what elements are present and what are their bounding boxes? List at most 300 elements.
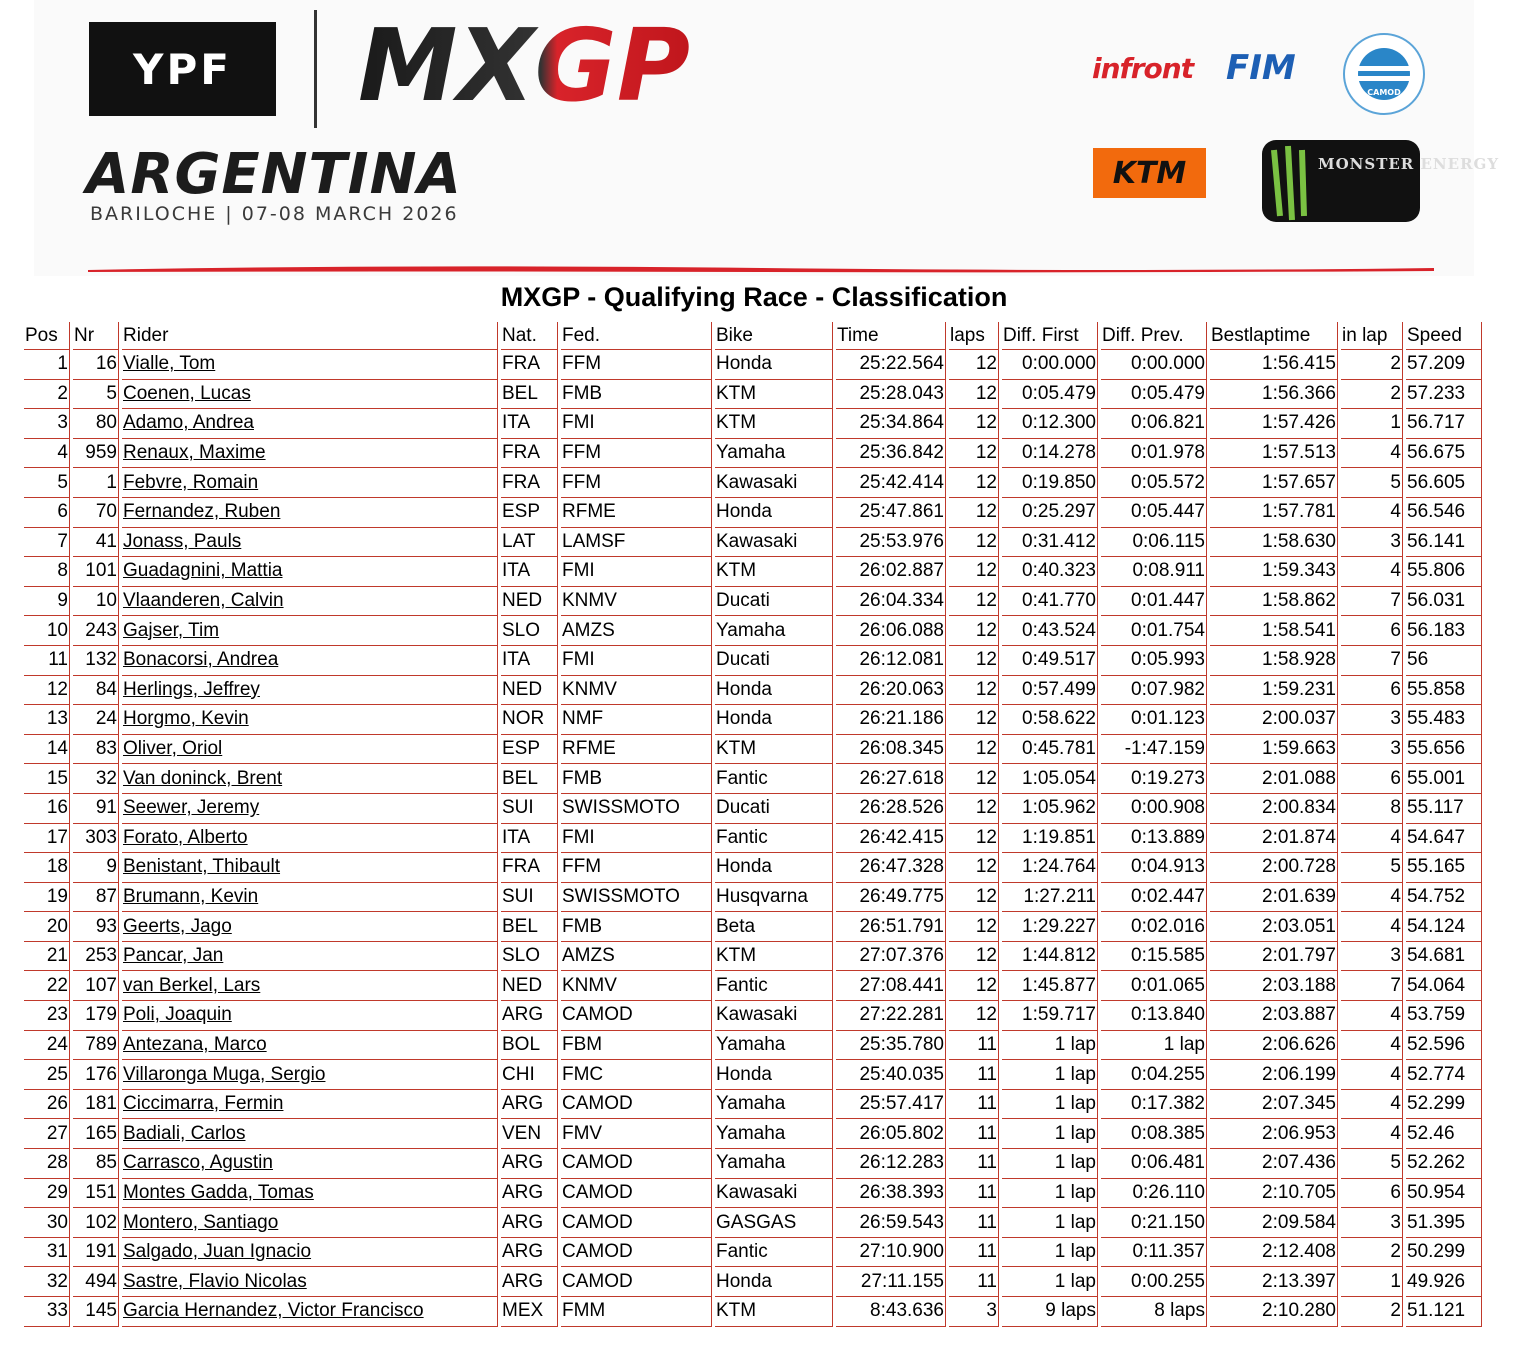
cell-speed: 56 [1406,646,1482,676]
table-row [24,380,1482,410]
cell-nat: ARG [501,1208,558,1238]
cell-speed: 53.759 [1406,1001,1482,1031]
table-row [24,1267,1482,1297]
rider-link[interactable]: Pancar, Jan [123,945,224,967]
cell-rider [122,912,498,942]
cell-nr: 16 [73,350,119,380]
cell-rider [122,557,498,587]
cell-laps: 12 [949,912,999,942]
cell-laps: 12 [949,528,999,558]
cell-nr: 83 [73,735,119,765]
cell-diff-prev: 0:06.115 [1101,528,1207,558]
rider-link[interactable]: Ciccimarra, Fermin [123,1093,284,1115]
cell-nr: 1 [73,468,119,498]
cell-bike: KTM [715,735,833,765]
cell-pos: 31 [24,1238,70,1268]
cell-laps: 11 [949,1119,999,1149]
cell-rider [122,1179,498,1209]
cell-time: 25:22.564 [836,350,946,380]
cell-diff-first: 1:27.211 [1002,883,1098,913]
cell-speed: 54.124 [1406,912,1482,942]
cell-bike: Honda [715,705,833,735]
cell-diff-first: 0:12.300 [1002,409,1098,439]
cell-rider [122,1267,498,1297]
cell-speed: 51.121 [1406,1297,1482,1327]
cell-nr: 191 [73,1238,119,1268]
rider-link[interactable]: Vialle, Tom [123,353,216,375]
cell-nr: 41 [73,528,119,558]
table-row [24,646,1482,676]
cell-rider [122,498,498,528]
cell-nr: 9 [73,853,119,883]
cell-bestlaptime: 2:06.953 [1210,1119,1338,1149]
rider-link[interactable]: Guadagnini, Mattia [123,560,283,582]
cell-in-lap: 5 [1341,853,1403,883]
cell-nr: 101 [73,557,119,587]
rider-link[interactable]: Montero, Santiago [123,1211,279,1233]
table-row [24,883,1482,913]
cell-nat: NED [501,676,558,706]
rider-link[interactable]: Vlaanderen, Calvin [123,590,284,612]
table-row [24,824,1482,854]
rider-link[interactable]: van Berkel, Lars [123,974,261,996]
cell-nat: ITA [501,409,558,439]
cell-in-lap: 7 [1341,587,1403,617]
rider-link[interactable]: Oliver, Oriol [123,738,223,760]
cell-diff-first: 1:24.764 [1002,853,1098,883]
cell-nat: SUI [501,794,558,824]
table-row [24,1149,1482,1179]
rider-link[interactable]: Herlings, Jeffrey [123,678,260,700]
cell-in-lap: 4 [1341,1060,1403,1090]
cell-bestlaptime: 2:00.834 [1210,794,1338,824]
event-title: ARGENTINA [86,142,462,207]
cell-bike: Honda [715,676,833,706]
cell-speed: 51.395 [1406,1208,1482,1238]
cell-pos: 25 [24,1060,70,1090]
cell-laps: 12 [949,557,999,587]
rider-link[interactable]: Geerts, Jago [123,915,232,937]
cell-time: 27:22.281 [836,1001,946,1031]
cell-speed: 57.209 [1406,350,1482,380]
cell-diff-prev: 0:05.572 [1101,468,1207,498]
cell-bike: Ducati [715,646,833,676]
cell-nr: 132 [73,646,119,676]
cell-nat: BEL [501,912,558,942]
table-body [24,350,1482,1327]
cell-laps: 12 [949,794,999,824]
event-subtitle: BARILOCHE | 07-08 MARCH 2026 [90,203,459,225]
cell-diff-prev: 0:19.273 [1101,764,1207,794]
cell-in-lap: 5 [1341,1149,1403,1179]
cell-diff-first: 1:05.962 [1002,794,1098,824]
cell-time: 27:08.441 [836,971,946,1001]
cell-time: 26:05.802 [836,1119,946,1149]
rider-link[interactable]: Renaux, Maxime [123,442,266,464]
cell-laps: 11 [949,1208,999,1238]
cell-rider [122,735,498,765]
column-header-speed: Speed [1406,322,1482,350]
rider-link[interactable]: Horgmo, Kevin [123,708,249,730]
cell-pos: 32 [24,1267,70,1297]
cell-nr: 85 [73,1149,119,1179]
cell-rider [122,439,498,469]
cell-diff-prev: 0:06.821 [1101,409,1207,439]
cell-bestlaptime: 2:01.797 [1210,942,1338,972]
ktm-logo: KTM [1093,148,1206,198]
cell-laps: 12 [949,1001,999,1031]
table-row [24,1060,1482,1090]
cell-nat: SUI [501,883,558,913]
cell-speed: 54.064 [1406,971,1482,1001]
cell-bestlaptime: 2:12.408 [1210,1238,1338,1268]
cell-diff-first: 9 laps [1002,1297,1098,1327]
cell-bestlaptime: 1:58.630 [1210,528,1338,558]
cell-rider [122,380,498,410]
cell-bestlaptime: 1:57.781 [1210,498,1338,528]
cell-in-lap: 6 [1341,616,1403,646]
table-row [24,1031,1482,1061]
table-row [24,439,1482,469]
cell-in-lap: 2 [1341,1297,1403,1327]
cell-diff-prev: 0:26.110 [1101,1179,1207,1209]
cell-pos: 9 [24,587,70,617]
rider-link[interactable]: Montes Gadda, Tomas [123,1181,314,1203]
cell-laps: 11 [949,1238,999,1268]
rider-link[interactable]: Seewer, Jeremy [123,797,260,819]
rider-link[interactable]: Benistant, Thibault [123,856,281,878]
cell-diff-first: 1:59.717 [1002,1001,1098,1031]
cell-nr: 102 [73,1208,119,1238]
page-title: MXGP - Qualifying Race - Classification [500,282,1008,312]
cell-diff-prev: 0:01.754 [1101,616,1207,646]
cell-diff-prev: 0:01.978 [1101,439,1207,469]
table-row [24,350,1482,380]
cell-nr: 93 [73,912,119,942]
cell-nat: BOL [501,1031,558,1061]
cell-bike: Kawasaki [715,528,833,558]
cell-bestlaptime: 1:57.513 [1210,439,1338,469]
cell-rider [122,1297,498,1327]
cell-bike: Yamaha [715,1119,833,1149]
cell-fed: CAMOD [561,1208,712,1238]
cell-diff-prev: 0:02.447 [1101,883,1207,913]
cell-rider [122,853,498,883]
table-row [24,1208,1482,1238]
cell-time: 26:47.328 [836,853,946,883]
cell-speed: 55.001 [1406,764,1482,794]
cell-laps: 12 [949,853,999,883]
cell-laps: 12 [949,735,999,765]
column-header-in-lap: in lap [1341,322,1403,350]
cell-bestlaptime: 2:03.051 [1210,912,1338,942]
cell-in-lap: 3 [1341,705,1403,735]
cell-bike: Yamaha [715,1031,833,1061]
cell-pos: 27 [24,1119,70,1149]
cell-time: 26:02.887 [836,557,946,587]
rider-link[interactable]: Antezana, Marco [123,1033,267,1055]
cell-fed: KNMV [561,587,712,617]
cell-nr: 145 [73,1297,119,1327]
cell-diff-prev: 0:17.382 [1101,1090,1207,1120]
cell-in-lap: 4 [1341,1001,1403,1031]
table-row [24,735,1482,765]
cell-fed: FFM [561,853,712,883]
cell-nat: NOR [501,705,558,735]
cell-pos: 17 [24,824,70,854]
cell-bestlaptime: 2:01.874 [1210,824,1338,854]
cell-rider [122,646,498,676]
cell-pos: 22 [24,971,70,1001]
cell-nat: ARG [501,1001,558,1031]
cell-nr: 179 [73,1001,119,1031]
cell-laps: 12 [949,468,999,498]
cell-in-lap: 4 [1341,912,1403,942]
cell-speed: 52.46 [1406,1119,1482,1149]
rider-link[interactable]: Villaronga Muga, Sergio [123,1063,326,1085]
cell-diff-prev: 0:08.385 [1101,1119,1207,1149]
cell-fed: FMC [561,1060,712,1090]
cell-nr: 151 [73,1179,119,1209]
cell-in-lap: 5 [1341,468,1403,498]
cell-diff-prev: -1:47.159 [1101,735,1207,765]
rider-link[interactable]: Forato, Alberto [123,826,248,848]
cell-fed: CAMOD [561,1090,712,1120]
cell-pos: 18 [24,853,70,883]
cell-diff-first: 0:58.622 [1002,705,1098,735]
cell-rider [122,1149,498,1179]
cell-in-lap: 3 [1341,1208,1403,1238]
cell-fed: FMM [561,1297,712,1327]
cell-pos: 14 [24,735,70,765]
table-row [24,1119,1482,1149]
cell-diff-first: 0:14.278 [1002,439,1098,469]
cell-time: 25:28.043 [836,380,946,410]
cell-speed: 56.717 [1406,409,1482,439]
cell-in-lap: 4 [1341,1031,1403,1061]
cell-speed: 52.596 [1406,1031,1482,1061]
cell-pos: 5 [24,468,70,498]
cell-fed: CAMOD [561,1267,712,1297]
cell-speed: 56.141 [1406,528,1482,558]
cell-fed: FMB [561,764,712,794]
cell-nat: CHI [501,1060,558,1090]
cell-speed: 54.681 [1406,942,1482,972]
cell-time: 26:28.526 [836,794,946,824]
rider-link[interactable]: Poli, Joaquin [123,1004,232,1026]
cell-time: 26:59.543 [836,1208,946,1238]
cell-diff-first: 0:45.781 [1002,735,1098,765]
cell-in-lap: 6 [1341,1179,1403,1209]
cell-rider [122,1119,498,1149]
cell-bike: Yamaha [715,616,833,646]
cell-nr: 494 [73,1267,119,1297]
cell-fed: SWISSMOTO [561,883,712,913]
cell-nr: 84 [73,676,119,706]
cell-fed: CAMOD [561,1001,712,1031]
rider-link[interactable]: Sastre, Flavio Nicolas [123,1270,307,1292]
cell-laps: 12 [949,676,999,706]
cell-speed: 52.299 [1406,1090,1482,1120]
rider-link[interactable]: Coenen, Lucas [123,382,251,404]
cell-diff-first: 1 lap [1002,1149,1098,1179]
cell-diff-first: 1:19.851 [1002,824,1098,854]
cell-diff-first: 1 lap [1002,1031,1098,1061]
cell-in-lap: 7 [1341,646,1403,676]
cell-bike: Ducati [715,794,833,824]
cell-bestlaptime: 2:09.584 [1210,1208,1338,1238]
cell-fed: AMZS [561,942,712,972]
cell-bike: Yamaha [715,1090,833,1120]
cell-pos: 4 [24,439,70,469]
cell-diff-first: 0:49.517 [1002,646,1098,676]
cell-speed: 54.647 [1406,824,1482,854]
cell-bike: Honda [715,1267,833,1297]
cell-diff-first: 1 lap [1002,1179,1098,1209]
cell-time: 26:21.186 [836,705,946,735]
rider-link[interactable]: Febvre, Romain [123,471,259,493]
cell-speed: 55.858 [1406,676,1482,706]
cell-time: 27:11.155 [836,1267,946,1297]
cell-fed: FMI [561,409,712,439]
cell-nr: 165 [73,1119,119,1149]
cell-bike: Kawasaki [715,1179,833,1209]
cell-nat: ARG [501,1238,558,1268]
cell-pos: 30 [24,1208,70,1238]
cell-nr: 107 [73,971,119,1001]
cell-time: 25:42.414 [836,468,946,498]
cell-fed: FFM [561,350,712,380]
cell-diff-prev: 0:02.016 [1101,912,1207,942]
rider-link[interactable]: Jonass, Pauls [123,530,242,552]
cell-fed: FBM [561,1031,712,1061]
cell-nat: ARG [501,1149,558,1179]
column-header-pos: Pos [24,322,70,350]
cell-pos: 21 [24,942,70,972]
table-header-row [24,322,1482,350]
camod-logo-text: CAMOD [1367,88,1401,97]
cell-nat: ESP [501,498,558,528]
cell-speed: 52.262 [1406,1149,1482,1179]
cell-laps: 11 [949,1031,999,1061]
cell-diff-prev: 0:21.150 [1101,1208,1207,1238]
column-header-nat: Nat. [501,322,558,350]
rider-link[interactable]: Gajser, Tim [123,619,220,641]
rider-link[interactable]: Van doninck, Brent [123,767,283,789]
cell-pos: 26 [24,1090,70,1120]
table-row [24,971,1482,1001]
cell-nat: ESP [501,735,558,765]
cell-pos: 10 [24,616,70,646]
cell-nr: 10 [73,587,119,617]
cell-rider [122,350,498,380]
cell-diff-first: 0:00.000 [1002,350,1098,380]
monster-energy-text: MONSTER ENERGY [1318,155,1500,173]
cell-bestlaptime: 2:06.199 [1210,1060,1338,1090]
cell-bike: KTM [715,1297,833,1327]
cell-speed: 55.656 [1406,735,1482,765]
cell-time: 25:36.842 [836,439,946,469]
cell-pos: 15 [24,764,70,794]
cell-pos: 1 [24,350,70,380]
cell-bestlaptime: 1:59.663 [1210,735,1338,765]
cell-laps: 12 [949,587,999,617]
cell-in-lap: 4 [1341,824,1403,854]
cell-diff-first: 1:45.877 [1002,971,1098,1001]
rider-link[interactable]: Carrasco, Agustin [123,1152,273,1174]
cell-in-lap: 3 [1341,942,1403,972]
cell-diff-prev: 0:07.982 [1101,676,1207,706]
table-row [24,616,1482,646]
rider-link[interactable]: Bonacorsi, Andrea [123,649,279,671]
cell-speed: 56.605 [1406,468,1482,498]
cell-in-lap: 8 [1341,794,1403,824]
cell-time: 25:47.861 [836,498,946,528]
cell-time: 25:53.976 [836,528,946,558]
cell-laps: 12 [949,350,999,380]
cell-diff-prev: 0:13.840 [1101,1001,1207,1031]
rider-link[interactable]: Badiali, Carlos [123,1122,246,1144]
rider-link[interactable]: Salgado, Juan Ignacio [123,1241,312,1263]
cell-laps: 11 [949,1149,999,1179]
cell-diff-prev: 0:05.993 [1101,646,1207,676]
cell-diff-prev: 0:11.357 [1101,1238,1207,1268]
cell-speed: 50.299 [1406,1238,1482,1268]
cell-speed: 50.954 [1406,1179,1482,1209]
cell-bike: KTM [715,942,833,972]
cell-diff-prev: 0:00.000 [1101,350,1207,380]
table-row [24,705,1482,735]
cell-fed: CAMOD [561,1179,712,1209]
cell-rider [122,468,498,498]
cell-bestlaptime: 1:59.343 [1210,557,1338,587]
cell-time: 26:27.618 [836,764,946,794]
rider-link[interactable]: Garcia Hernandez, Victor Francisco [123,1300,424,1322]
cell-time: 25:34.864 [836,409,946,439]
cell-fed: FMB [561,912,712,942]
rider-link[interactable]: Brumann, Kevin [123,885,259,907]
cell-in-lap: 3 [1341,528,1403,558]
rider-link[interactable]: Adamo, Andrea [123,412,254,434]
cell-bestlaptime: 1:58.928 [1210,646,1338,676]
cell-pos: 13 [24,705,70,735]
cell-time: 26:12.283 [836,1149,946,1179]
cell-bike: Fantic [715,824,833,854]
cell-nat: ARG [501,1090,558,1120]
cell-diff-first: 1 lap [1002,1238,1098,1268]
cell-fed: FMI [561,646,712,676]
cell-fed: FFM [561,468,712,498]
cell-bestlaptime: 2:00.037 [1210,705,1338,735]
cell-bestlaptime: 2:13.397 [1210,1267,1338,1297]
column-header-fed: Fed. [561,322,712,350]
cell-diff-first: 1:44.812 [1002,942,1098,972]
cell-diff-first: 1:29.227 [1002,912,1098,942]
column-header-rider: Rider [122,322,498,350]
cell-rider [122,409,498,439]
cell-rider [122,1090,498,1120]
rider-link[interactable]: Fernandez, Ruben [123,501,281,523]
cell-bike: KTM [715,409,833,439]
cell-fed: FMI [561,557,712,587]
cell-fed: KNMV [561,971,712,1001]
cell-nr: 243 [73,616,119,646]
cell-in-lap: 4 [1341,439,1403,469]
logo-divider [314,10,317,128]
cell-nat: BEL [501,380,558,410]
cell-in-lap: 4 [1341,1090,1403,1120]
cell-rider [122,794,498,824]
